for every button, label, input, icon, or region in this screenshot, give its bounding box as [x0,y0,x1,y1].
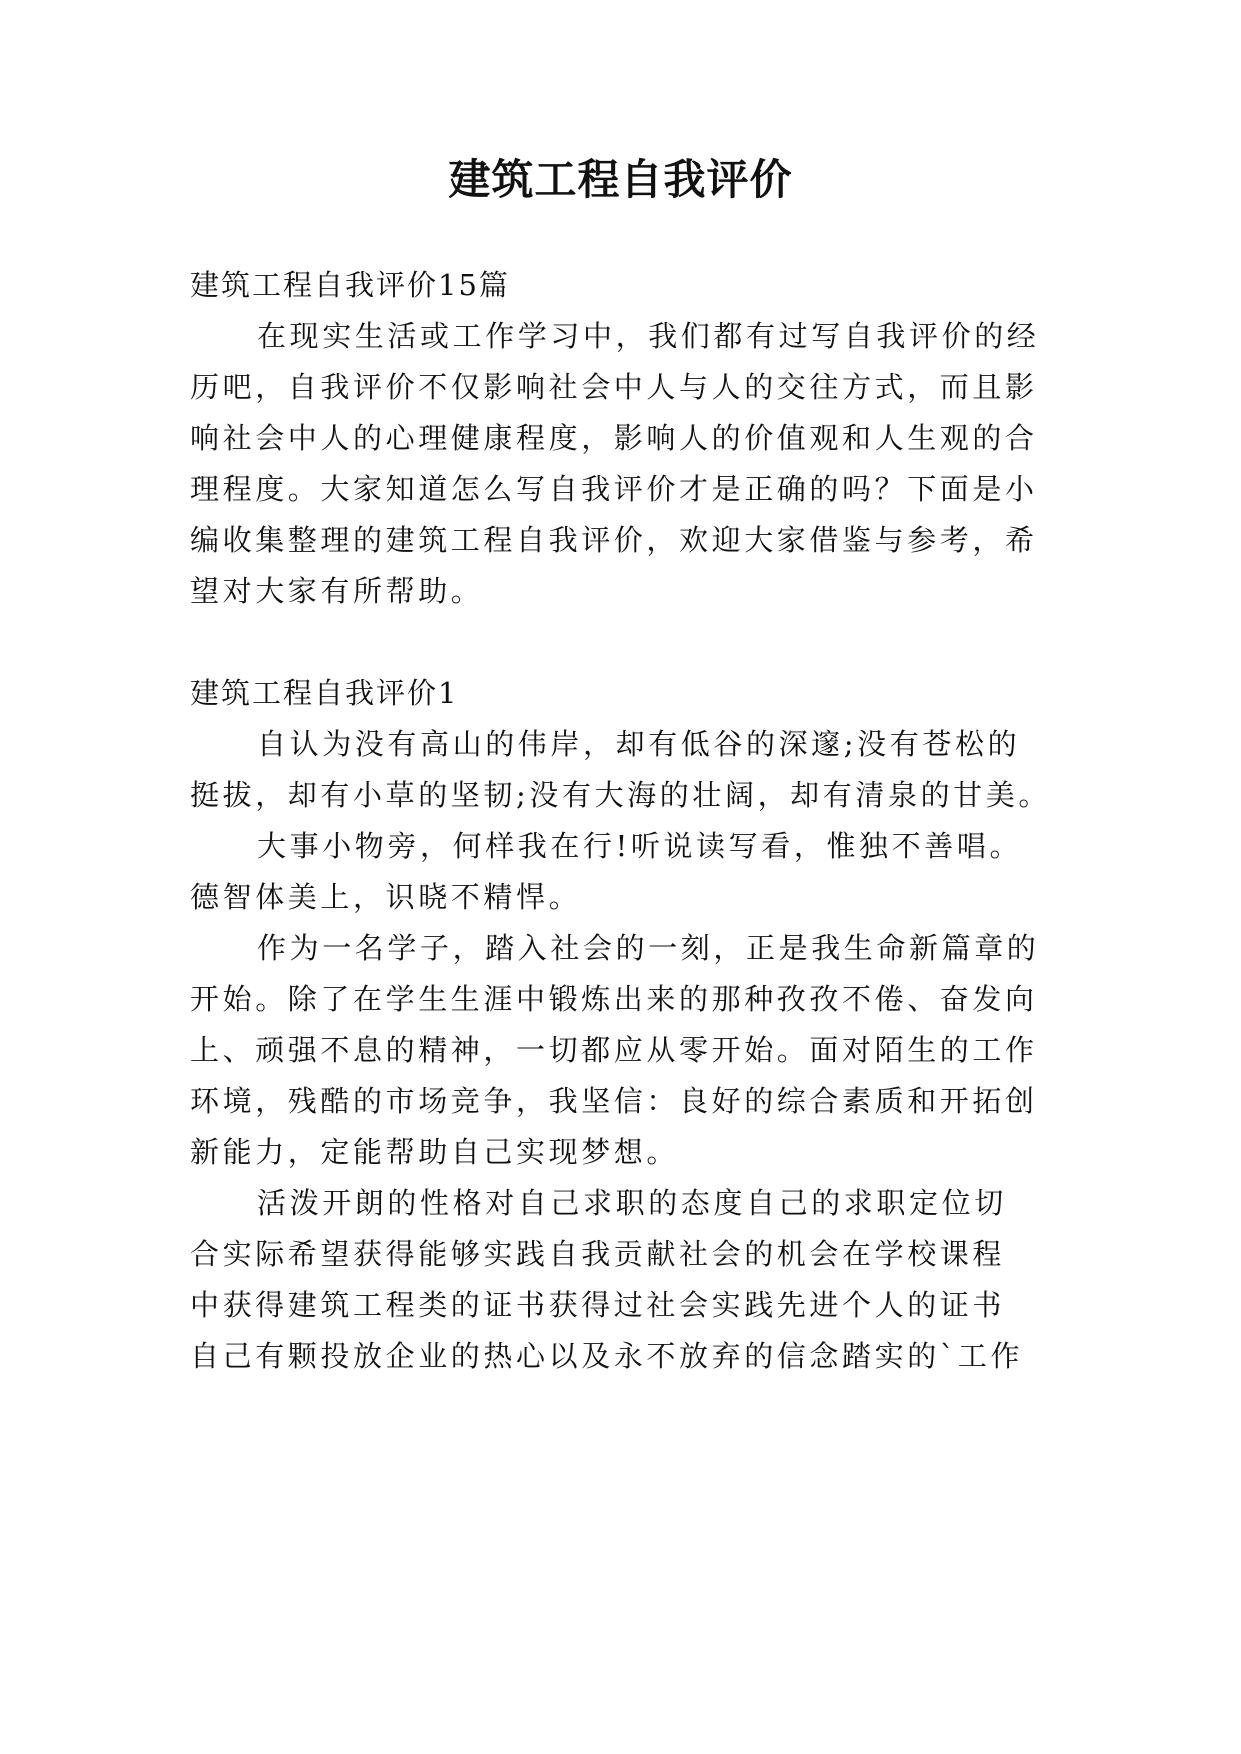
section-line: 大事小物旁，何样我在行!听说读写看，惟独不善唱。 [257,829,1023,863]
intro-line: 在现实生活或工作学习中，我们都有过写自我评价的经 [257,319,1040,353]
intro-line: 理程度。大家知道怎么写自我评价才是正确的吗？下面是小 [190,472,1038,506]
section-line: 开始。除了在学生生涯中锻炼出来的那种孜孜不倦、奋发向 [190,982,1038,1016]
intro-line: 编收集整理的建筑工程自我评价，欢迎大家借鉴与参考，希 [190,523,1038,557]
intro-line: 历吧，自我评价不仅影响社会中人与人的交往方式，而且影 [190,370,1038,404]
section-line: 自认为没有高山的伟岸，却有低谷的深邃;没有苍松的 [257,727,1021,761]
section-line: 挺拔，却有小草的坚韧;没有大海的壮阔，却有清泉的甘美。 [190,778,1051,812]
section-line: 德智体美上，识晓不精悍。 [190,880,582,914]
section-line: 活泼开朗的性格对自己求职的态度自己的求职定位切 [257,1186,1007,1220]
document-subtitle: 建筑工程自我评价15篇 [190,268,510,302]
section-heading: 建筑工程自我评价1 [190,676,459,710]
section-line: 自己有颗投放企业的热心以及永不放弃的信念踏实的`工作 [190,1339,1024,1373]
document-title: 建筑工程自我评价 [448,155,793,204]
intro-line: 望对大家有所帮助。 [190,574,484,608]
section-line: 中获得建筑工程类的证书获得过社会实践先进个人的证书 [190,1288,1006,1322]
section-line: 环境，残酷的市场竞争，我坚信：良好的综合素质和开拓创 [190,1084,1038,1118]
section-line: 合实际希望获得能够实践自我贡献社会的机会在学校课程 [190,1237,1006,1271]
section-line: 上、顽强不息的精神，一切都应从零开始。面对陌生的工作 [190,1033,1038,1067]
intro-line: 响社会中人的心理健康程度，影响人的价值观和人生观的合 [190,421,1038,455]
section-line: 新能力，定能帮助自己实现梦想。 [190,1135,680,1169]
section-line: 作为一名学子，踏入社会的一刻，正是我生命新篇章的 [257,931,1040,965]
